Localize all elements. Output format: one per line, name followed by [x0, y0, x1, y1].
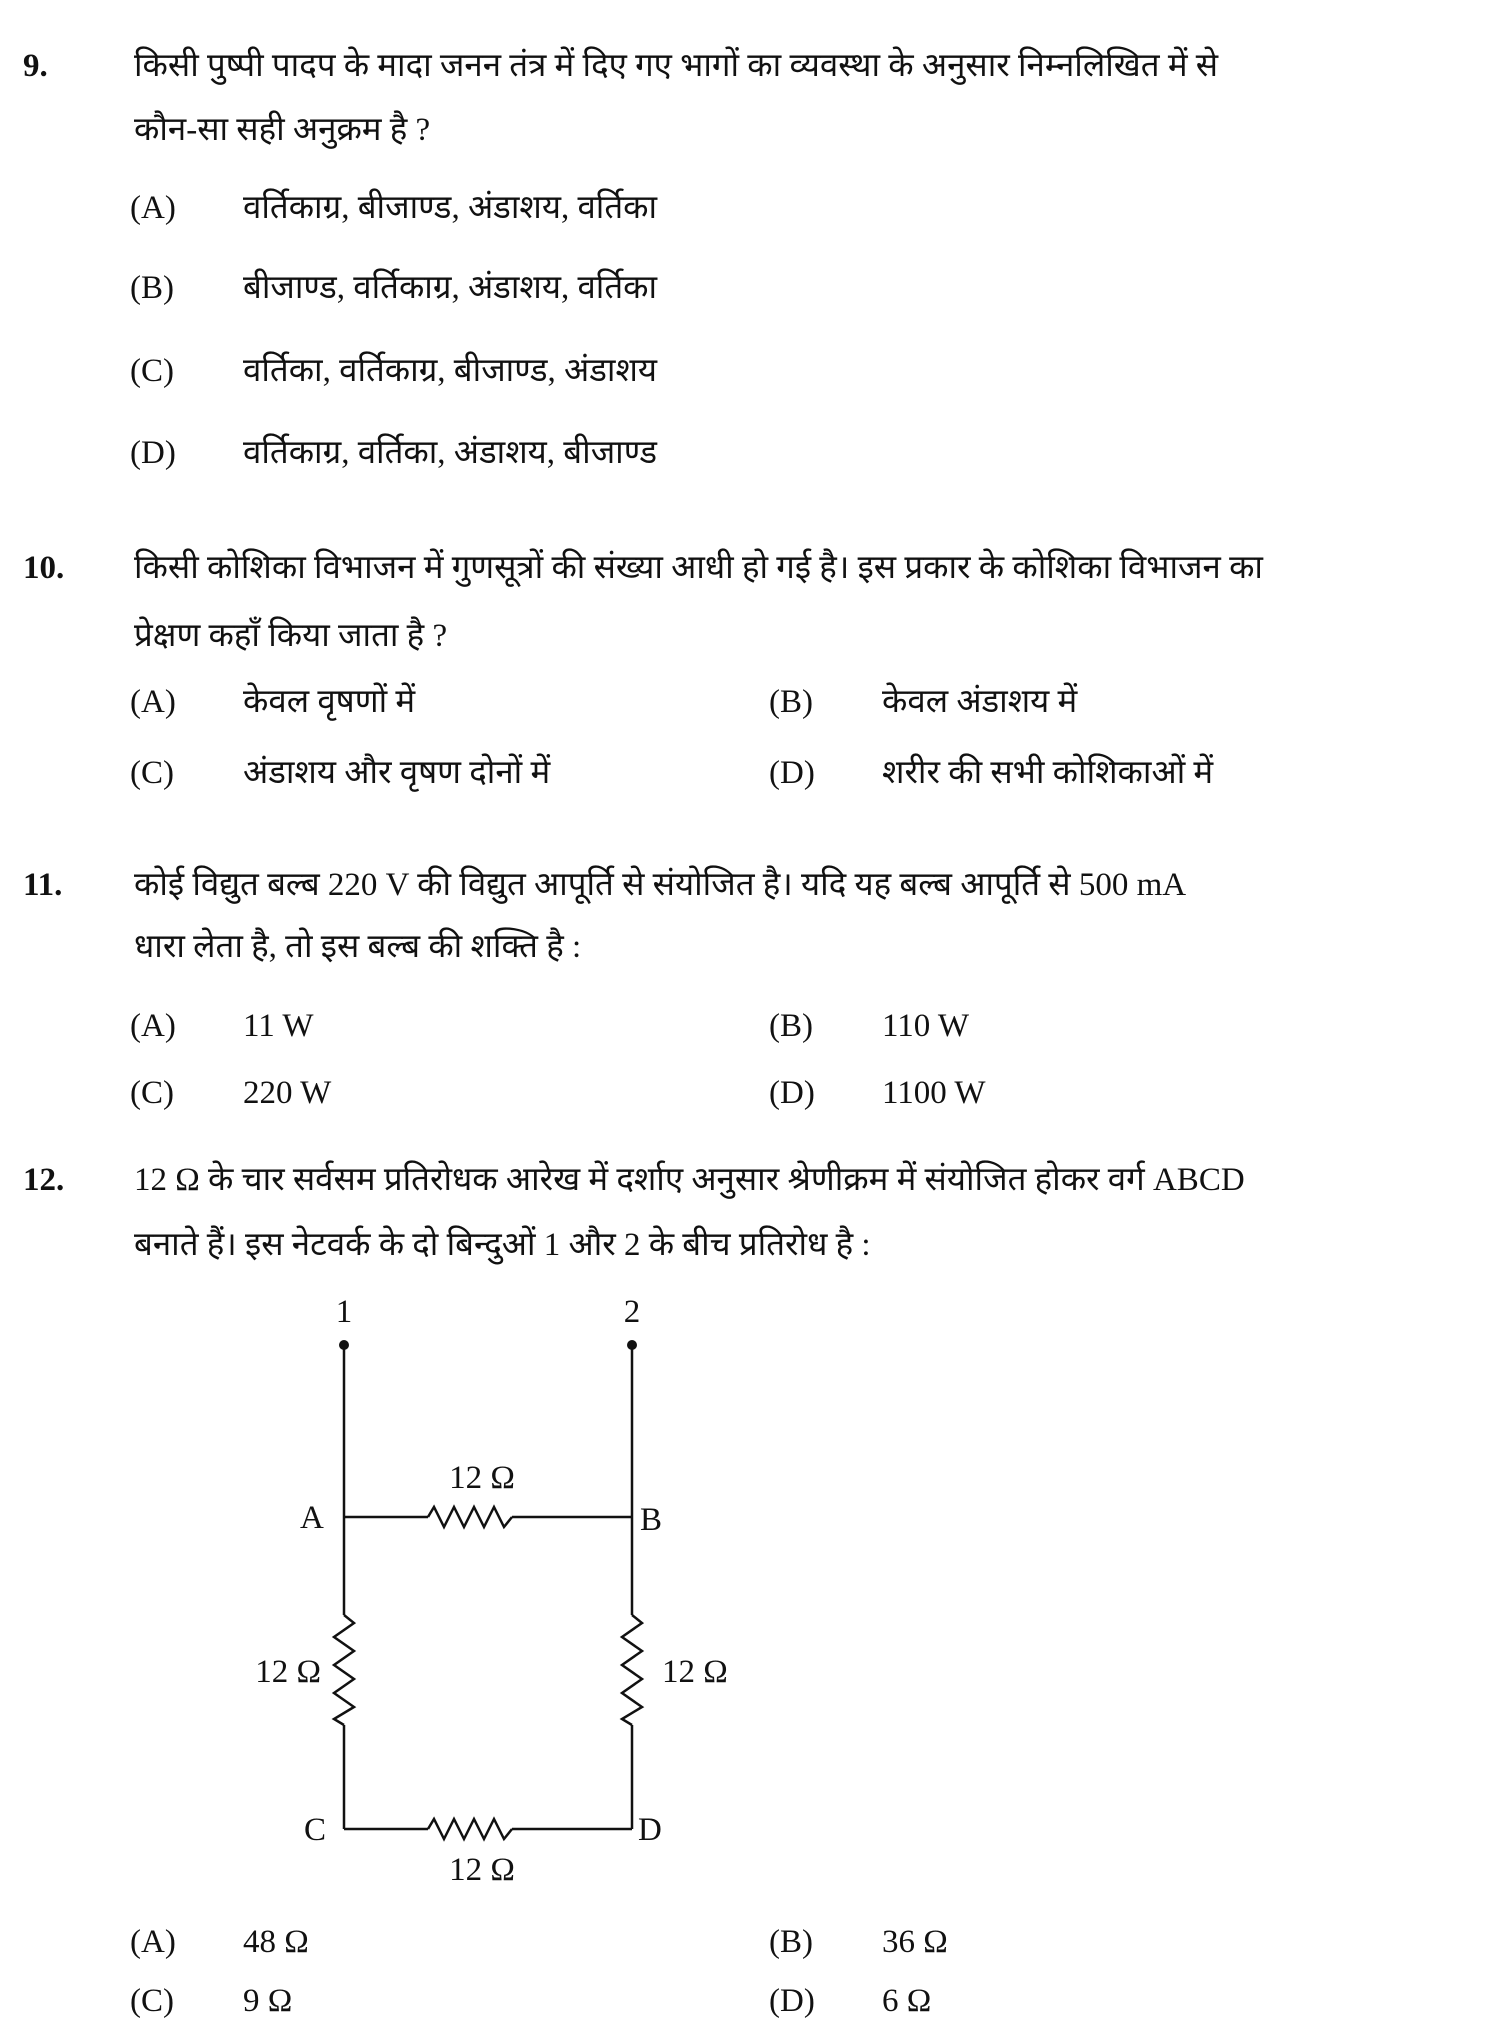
option-label: (C): [130, 353, 174, 389]
option-text: वर्तिका, वर्तिकाग्र, बीजाण्ड, अंडाशय: [243, 353, 658, 389]
node-a-label: A: [300, 1500, 324, 1536]
node-c-label: C: [304, 1812, 327, 1848]
option-label: (C): [130, 1983, 174, 2019]
option-label: (C): [130, 1075, 174, 1111]
terminal-2-dot: [627, 1340, 637, 1350]
option-label: (B): [769, 1924, 813, 1960]
question-text-line: 12 Ω के चार सर्वसम प्रतिरोधक आरेख में दर्शाए अनुसार श्रेणीक्रम में संयोजित होकर वर्ग ABCD: [134, 1162, 1245, 1198]
question-text-line: कोई विद्युत बल्ब 220 V की विद्युत आपूर्ति से संयोजित है। यदि यह बल्ब आपूर्ति से 500 mA: [134, 867, 1187, 903]
option-text: अंडाशय और वृषण दोनों में: [243, 755, 551, 791]
question-number: 9.: [23, 48, 48, 84]
option-text: केवल अंडाशय में: [882, 684, 1078, 720]
option-label: (B): [130, 270, 174, 306]
option-text: केवल वृषणों में: [243, 684, 416, 720]
terminal-1-dot: [339, 1340, 349, 1350]
option-label: (B): [769, 684, 813, 720]
question-number: 10.: [23, 550, 65, 586]
option-text: वर्तिकाग्र, वर्तिका, अंडाशय, बीजाण्ड: [243, 435, 658, 471]
option-text: शरीर की सभी कोशिकाओं में: [882, 755, 1214, 791]
option-text: 36 Ω: [882, 1924, 948, 1960]
option-text: 110 W: [882, 1008, 970, 1044]
option-label: (D): [769, 1983, 815, 2019]
option-text: वर्तिकाग्र, बीजाण्ड, अंडाशय, वर्तिका: [243, 190, 658, 226]
resistor-bd-label: 12 Ω: [662, 1654, 728, 1690]
option-label: (A): [130, 684, 176, 720]
terminal-2-label: 2: [623, 1294, 641, 1330]
question-text-line: किसी कोशिका विभाजन में गुणसूत्रों की संख्या आधी हो गई है। इस प्रकार के कोशिका विभाजन का: [134, 550, 1263, 586]
option-label: (C): [130, 755, 174, 791]
question-text-line: कौन-सा सही अनुक्रम है ?: [134, 112, 431, 148]
question-text-line: धारा लेता है, तो इस बल्ब की शक्ति है :: [134, 929, 582, 965]
question-number: 12.: [23, 1162, 65, 1198]
terminal-1-label: 1: [335, 1294, 353, 1330]
resistor-ac-label: 12 Ω: [255, 1654, 321, 1690]
node-d-label: D: [638, 1812, 662, 1848]
resistor-bd: [622, 1615, 642, 1725]
option-text: बीजाण्ड, वर्तिकाग्र, अंडाशय, वर्तिका: [243, 270, 658, 306]
option-text: 48 Ω: [243, 1924, 309, 1960]
resistor-cd: [428, 1819, 512, 1839]
question-number: 11.: [23, 867, 63, 903]
node-b-label: B: [640, 1502, 663, 1538]
option-label: (D): [130, 435, 176, 471]
option-label: (A): [130, 1924, 176, 1960]
question-text-line: बनाते हैं। इस नेटवर्क के दो बिन्दुओं 1 और 2 के बीच प्रतिरोध है :: [134, 1227, 871, 1263]
option-label: (D): [769, 755, 815, 791]
option-label: (A): [130, 190, 176, 226]
option-text: 9 Ω: [243, 1983, 293, 2019]
option-text: 6 Ω: [882, 1983, 932, 2019]
resistor-ac: [334, 1615, 354, 1725]
option-label: (A): [130, 1008, 176, 1044]
resistor-ab: [428, 1507, 512, 1527]
option-label: (B): [769, 1008, 813, 1044]
resistor-ab-label: 12 Ω: [449, 1460, 515, 1496]
question-text-line: प्रेक्षण कहाँ किया जाता है ?: [134, 618, 448, 654]
option-text: 1100 W: [882, 1075, 986, 1111]
question-text-line: किसी पुष्पी पादप के मादा जनन तंत्र में दिए गए भागों का व्यवस्था के अनुसार निम्नलिखित में से: [134, 48, 1219, 84]
option-text: 220 W: [243, 1075, 332, 1111]
option-label: (D): [769, 1075, 815, 1111]
resistor-cd-label: 12 Ω: [449, 1852, 515, 1888]
option-text: 11 W: [243, 1008, 314, 1044]
